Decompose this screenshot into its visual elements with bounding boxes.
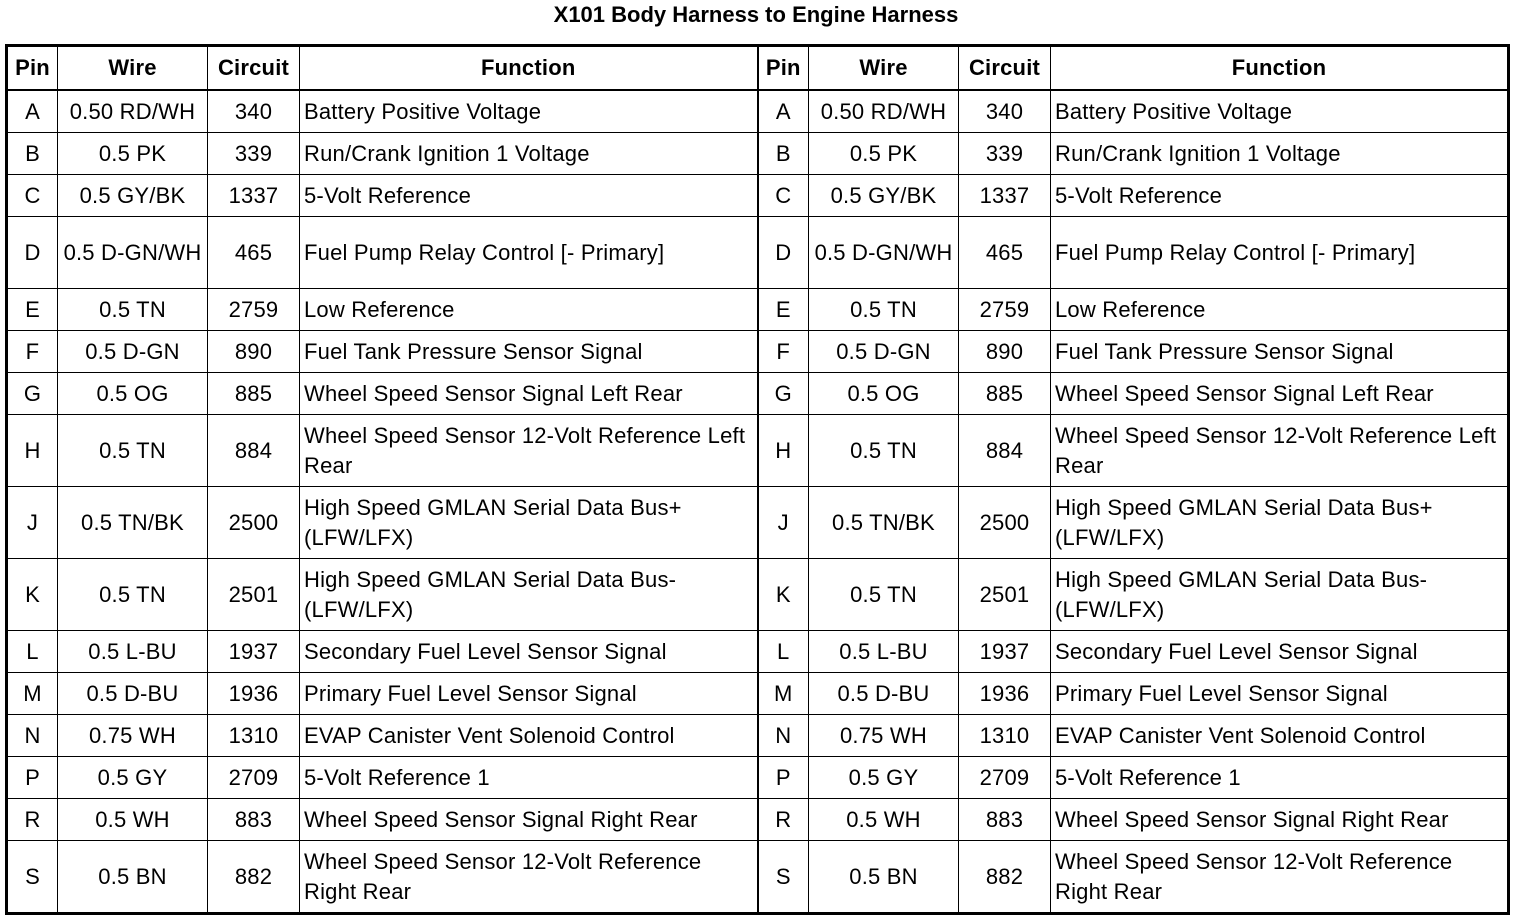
wire-cell: 0.50 RD/WH <box>58 90 208 133</box>
pin-cell: F <box>758 331 809 373</box>
function-cell: High Speed GMLAN Serial Data Bus+ (LFW/LFX) <box>300 487 758 559</box>
pin-cell: G <box>758 373 809 415</box>
wire-cell: 0.5 GY <box>58 757 208 799</box>
function-cell: Battery Positive Voltage <box>300 90 758 133</box>
function-cell: Wheel Speed Sensor Signal Right Rear <box>1051 799 1509 841</box>
pin-cell: S <box>758 841 809 914</box>
function-cell: Run/Crank Ignition 1 Voltage <box>300 133 758 175</box>
column-header-pin: Pin <box>7 46 58 91</box>
function-cell: Low Reference <box>300 289 758 331</box>
function-cell: Wheel Speed Sensor 12-Volt Reference Left Rear <box>1051 415 1509 487</box>
circuit-cell: 339 <box>208 133 300 175</box>
wire-cell: 0.5 TN <box>58 415 208 487</box>
connector-pinout-table <box>5 44 1510 915</box>
table-row <box>7 715 1509 757</box>
wire-cell: 0.50 RD/WH <box>809 90 959 133</box>
circuit-cell: 2500 <box>959 487 1051 559</box>
circuit-cell: 2501 <box>208 559 300 631</box>
function-cell: Primary Fuel Level Sensor Signal <box>1051 673 1509 715</box>
function-cell: Fuel Tank Pressure Sensor Signal <box>1051 331 1509 373</box>
table-row <box>7 841 1509 914</box>
table-header-row <box>7 46 1509 91</box>
pin-cell: P <box>758 757 809 799</box>
wire-cell: 0.5 OG <box>58 373 208 415</box>
circuit-cell: 1936 <box>959 673 1051 715</box>
wire-cell: 0.5 GY/BK <box>58 175 208 217</box>
pin-cell: K <box>7 559 58 631</box>
circuit-cell: 1310 <box>208 715 300 757</box>
pin-cell: K <box>758 559 809 631</box>
table-row <box>7 799 1509 841</box>
pin-cell: H <box>758 415 809 487</box>
pin-cell: J <box>7 487 58 559</box>
function-cell: 5-Volt Reference 1 <box>1051 757 1509 799</box>
function-cell: 5-Volt Reference <box>300 175 758 217</box>
table-row <box>7 559 1509 631</box>
wire-cell: 0.5 D-GN <box>809 331 959 373</box>
column-header-wire: Wire <box>58 46 208 91</box>
circuit-cell: 882 <box>208 841 300 914</box>
circuit-cell: 883 <box>208 799 300 841</box>
circuit-cell: 2759 <box>208 289 300 331</box>
pin-cell: N <box>758 715 809 757</box>
circuit-cell: 465 <box>959 217 1051 289</box>
wire-cell: 0.5 L-BU <box>809 631 959 673</box>
table-row <box>7 217 1509 289</box>
function-cell: EVAP Canister Vent Solenoid Control <box>1051 715 1509 757</box>
pin-cell: C <box>7 175 58 217</box>
wire-cell: 0.5 WH <box>809 799 959 841</box>
circuit-cell: 2500 <box>208 487 300 559</box>
wire-cell: 0.5 TN/BK <box>809 487 959 559</box>
wire-cell: 0.5 PK <box>58 133 208 175</box>
column-header-pin: Pin <box>758 46 809 91</box>
wire-cell: 0.5 D-BU <box>809 673 959 715</box>
function-cell: 5-Volt Reference 1 <box>300 757 758 799</box>
function-cell: Wheel Speed Sensor 12-Volt Reference Left Rear <box>300 415 758 487</box>
pin-cell: E <box>7 289 58 331</box>
pin-cell: A <box>758 90 809 133</box>
pin-cell: H <box>7 415 58 487</box>
pin-cell: J <box>758 487 809 559</box>
pin-cell: B <box>758 133 809 175</box>
function-cell: Primary Fuel Level Sensor Signal <box>300 673 758 715</box>
pin-cell: E <box>758 289 809 331</box>
circuit-cell: 2759 <box>959 289 1051 331</box>
function-cell: Wheel Speed Sensor 12-Volt Reference Right Rear <box>1051 841 1509 914</box>
pin-cell: P <box>7 757 58 799</box>
column-header-circuit: Circuit <box>959 46 1051 91</box>
circuit-cell: 882 <box>959 841 1051 914</box>
circuit-cell: 884 <box>959 415 1051 487</box>
circuit-cell: 1337 <box>208 175 300 217</box>
function-cell: Fuel Tank Pressure Sensor Signal <box>300 331 758 373</box>
function-cell: 5-Volt Reference <box>1051 175 1509 217</box>
circuit-cell: 885 <box>959 373 1051 415</box>
circuit-cell: 340 <box>959 90 1051 133</box>
pin-cell: N <box>7 715 58 757</box>
wire-cell: 0.75 WH <box>809 715 959 757</box>
pin-cell: B <box>7 133 58 175</box>
wire-cell: 0.5 PK <box>809 133 959 175</box>
function-cell: Fuel Pump Relay Control [- Primary] <box>1051 217 1509 289</box>
wire-cell: 0.5 D-GN <box>58 331 208 373</box>
wire-cell: 0.5 GY/BK <box>809 175 959 217</box>
circuit-cell: 1337 <box>959 175 1051 217</box>
wire-cell: 0.75 WH <box>58 715 208 757</box>
function-cell: High Speed GMLAN Serial Data Bus-(LFW/LFX) <box>1051 559 1509 631</box>
pin-cell: G <box>7 373 58 415</box>
wire-cell: 0.5 TN <box>58 289 208 331</box>
function-cell: EVAP Canister Vent Solenoid Control <box>300 715 758 757</box>
wire-cell: 0.5 L-BU <box>58 631 208 673</box>
wire-cell: 0.5 D-GN/WH <box>809 217 959 289</box>
pin-cell: R <box>758 799 809 841</box>
wire-cell: 0.5 TN/BK <box>58 487 208 559</box>
pin-cell: L <box>758 631 809 673</box>
function-cell: Low Reference <box>1051 289 1509 331</box>
pin-cell: D <box>7 217 58 289</box>
wire-cell: 0.5 D-GN/WH <box>58 217 208 289</box>
wire-cell: 0.5 D-BU <box>58 673 208 715</box>
function-cell: Secondary Fuel Level Sensor Signal <box>1051 631 1509 673</box>
function-cell: Secondary Fuel Level Sensor Signal <box>300 631 758 673</box>
wire-cell: 0.5 BN <box>809 841 959 914</box>
column-header-circuit: Circuit <box>208 46 300 91</box>
wire-cell: 0.5 WH <box>58 799 208 841</box>
function-cell: Battery Positive Voltage <box>1051 90 1509 133</box>
pin-cell: R <box>7 799 58 841</box>
wire-cell: 0.5 TN <box>809 559 959 631</box>
circuit-cell: 2709 <box>959 757 1051 799</box>
circuit-cell: 339 <box>959 133 1051 175</box>
wire-cell: 0.5 OG <box>809 373 959 415</box>
wire-cell: 0.5 TN <box>809 415 959 487</box>
table-row <box>7 90 1509 133</box>
circuit-cell: 1937 <box>208 631 300 673</box>
table-row <box>7 487 1509 559</box>
wire-cell: 0.5 TN <box>58 559 208 631</box>
circuit-cell: 465 <box>208 217 300 289</box>
table-row <box>7 631 1509 673</box>
table-row <box>7 415 1509 487</box>
circuit-cell: 1936 <box>208 673 300 715</box>
table-row <box>7 331 1509 373</box>
function-cell: Fuel Pump Relay Control [- Primary] <box>300 217 758 289</box>
wire-cell: 0.5 BN <box>58 841 208 914</box>
column-header-wire: Wire <box>809 46 959 91</box>
wire-cell: 0.5 GY <box>809 757 959 799</box>
function-cell: Run/Crank Ignition 1 Voltage <box>1051 133 1509 175</box>
function-cell: Wheel Speed Sensor Signal Left Rear <box>300 373 758 415</box>
pin-cell: A <box>7 90 58 133</box>
pin-cell: L <box>7 631 58 673</box>
circuit-cell: 340 <box>208 90 300 133</box>
circuit-cell: 884 <box>208 415 300 487</box>
table-row <box>7 289 1509 331</box>
pin-cell: S <box>7 841 58 914</box>
function-cell: Wheel Speed Sensor Signal Left Rear <box>1051 373 1509 415</box>
function-cell: Wheel Speed Sensor Signal Right Rear <box>300 799 758 841</box>
pin-cell: C <box>758 175 809 217</box>
function-cell: High Speed GMLAN Serial Data Bus-(LFW/LFX) <box>300 559 758 631</box>
function-cell: High Speed GMLAN Serial Data Bus+ (LFW/LFX) <box>1051 487 1509 559</box>
circuit-cell: 885 <box>208 373 300 415</box>
circuit-cell: 2501 <box>959 559 1051 631</box>
table-row <box>7 757 1509 799</box>
circuit-cell: 883 <box>959 799 1051 841</box>
circuit-cell: 1310 <box>959 715 1051 757</box>
circuit-cell: 890 <box>959 331 1051 373</box>
table-row <box>7 373 1509 415</box>
pin-cell: M <box>758 673 809 715</box>
pin-cell: F <box>7 331 58 373</box>
wire-cell: 0.5 TN <box>809 289 959 331</box>
circuit-cell: 1937 <box>959 631 1051 673</box>
pin-cell: D <box>758 217 809 289</box>
column-header-function: Function <box>300 46 758 91</box>
column-header-function: Function <box>1051 46 1509 91</box>
table-row <box>7 673 1509 715</box>
circuit-cell: 2709 <box>208 757 300 799</box>
pin-cell: M <box>7 673 58 715</box>
page-title: X101 Body Harness to Engine Harness <box>553 2 959 27</box>
function-cell: Wheel Speed Sensor 12-Volt Reference Right Rear <box>300 841 758 914</box>
table-row <box>7 133 1509 175</box>
table-body <box>7 90 1509 914</box>
table-row <box>7 175 1509 217</box>
circuit-cell: 890 <box>208 331 300 373</box>
